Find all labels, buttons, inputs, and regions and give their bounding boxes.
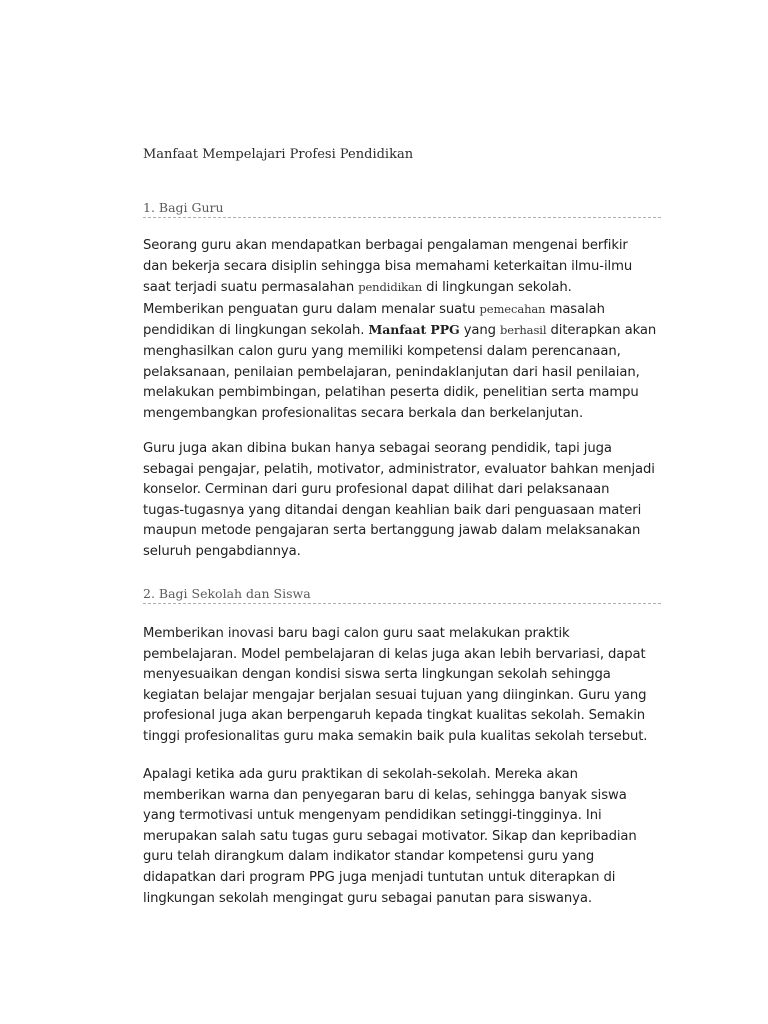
text-run: saat terjadi suatu permasalahan: [143, 280, 359, 296]
text-line: melakukan pembimbingan, pelatihan peserta didik, penelitian serta mampu: [143, 385, 639, 401]
text-run: Memberikan penguatan guru dalam menalar suatu: [143, 301, 480, 317]
text-line: guru telah dirangkum dalam indikator standar kompetensi guru yang: [143, 849, 595, 865]
text-line: Seorang guru akan mendapatkan berbagai pengalaman mengenai berfikir: [143, 238, 628, 253]
text-line: [143, 277, 665, 299]
text-line: konselor. Cerminan dari guru profesional dapat dilihat dari pelaksanaan: [143, 482, 610, 498]
paragraph-sekolah-2: [143, 765, 665, 909]
text-run: pendidikan di lingkungan sekolah.: [143, 323, 369, 339]
text-run: masalah: [545, 301, 605, 317]
text-line: lingkungan sekolah mengingat guru sebagai panutan para siswanya.: [143, 890, 592, 906]
text-run-serif: pendidikan: [358, 280, 423, 295]
document-title: Manfaat Mempelajari Profesi Pendidikan: [143, 147, 414, 162]
text-line: Memberikan inovasi baru bagi calon guru saat melakukan praktik: [143, 626, 570, 641]
text-line: dan bekerja secara disiplin sehingga bisa memahami keterkaitan ilmu-ilmu: [143, 258, 633, 274]
text-line: memberikan warna dan penyegaran baru di kelas, sehingga banyak siswa: [143, 787, 627, 803]
paragraph-guru-2: [143, 439, 665, 563]
text-line: Apalagi ketika ada guru praktikan di sekolah-sekolah. Mereka akan: [143, 767, 578, 782]
text-line: merupakan salah satu tugas guru sebagai motivator. Sikap dan kepribadian: [143, 828, 637, 844]
text-line: sebagai pengajar, pelatih, motivator, administrator, evaluator bahkan menjadi: [143, 461, 655, 477]
text-run-bold: Manfaat PPG: [368, 322, 460, 338]
text-line: mengembangkan profesionalitas secara berkala dan berkelanjutan.: [143, 405, 584, 421]
text-line: Guru juga akan dibina bukan hanya sebagai seorang pendidik, tapi juga: [143, 441, 612, 456]
paragraph-sekolah-1: [143, 624, 665, 748]
text-line: pembelajaran. Model pembelajaran di kelas juga akan lebih bervariasi, dapat: [143, 646, 646, 662]
text-run: diterapkan akan: [546, 323, 657, 339]
text-line: menghasilkan calon guru yang memiliki kompetensi dalam perencanaan,: [143, 343, 621, 359]
text-run-serif: pemecahan: [479, 301, 546, 316]
text-line: [143, 299, 665, 321]
text-line: tugas-tugasnya yang ditandai dengan keahlian baik dari penguasaan materi: [143, 502, 642, 518]
section-heading-bagi-sekolah-dan-siswa: 2. Bagi Sekolah dan Siswa: [143, 586, 661, 604]
text-line: profesional juga akan berpengaruh kepada tingkat kualitas sekolah. Semakin: [143, 708, 646, 724]
text-run: di lingkungan sekolah.: [422, 280, 572, 296]
section-heading-bagi-guru: 1. Bagi Guru: [143, 200, 661, 218]
text-line: menyesuaikan dengan kondisi siswa serta lingkungan sekolah sehingga: [143, 667, 611, 683]
text-line: maupun metode pengajaran serta bertanggung jawab dalam melaksanakan: [143, 523, 641, 539]
text-line: tinggi profesionalitas guru maka semakin baik pula kualitas sekolah tersebut.: [143, 728, 648, 744]
text-line: [143, 320, 665, 342]
text-line: kegiatan belajar mengajar berjalan sesuai tujuan yang diinginkan. Guru yang: [143, 687, 647, 703]
text-run-serif: berhasil: [500, 323, 547, 338]
paragraph-guru-1: [143, 236, 665, 424]
text-line: pelaksanaan, penilaian pembelajaran, penindaklanjutan dari hasil penilaian,: [143, 364, 640, 380]
text-run: yang: [459, 323, 501, 339]
text-line: didapatkan dari program PPG juga menjadi tuntutan untuk diterapkan di: [143, 869, 616, 885]
text-line: yang termotivasi untuk mengenyam pendidikan setinggi-tingginya. Ini: [143, 808, 602, 824]
text-line: seluruh pengabdiannya.: [143, 543, 301, 559]
